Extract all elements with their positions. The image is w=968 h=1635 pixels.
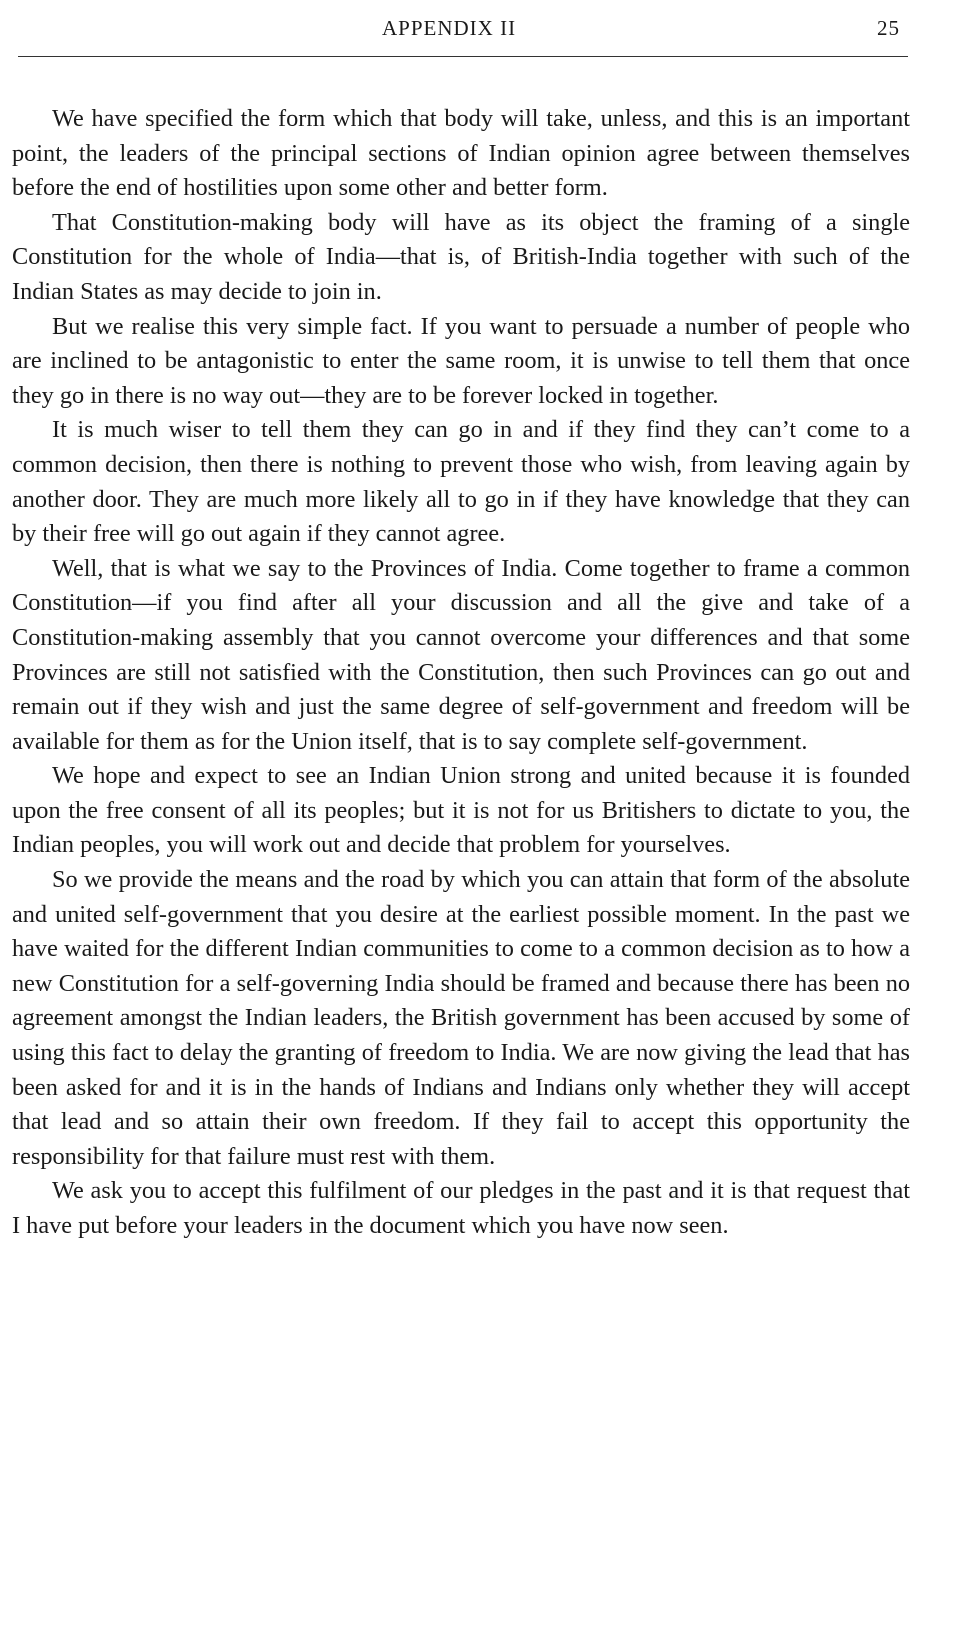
running-title: APPENDIX II (382, 16, 517, 40)
header-rule (18, 56, 908, 57)
paragraph: But we realise this very simple fact. If you want to persuade a number of people who are inclined to be antagonistic to enter the same room, it is unwise to tell them that once they go in there is no way out—they are to be forever locked in together. (12, 312, 910, 409)
paragraph: It is much wiser to tell them they can go in and if they find they can’t come to a common decision, then there is nothing to prevent those who wish, from leaving again by another door. They are much more likely all to go in if they have knowledge that they can by their free will go out again if they cannot agree. (12, 416, 910, 548)
paragraph: We ask you to accept this fulfilment of our pledges in the past and it is that request that I have put before your leaders in the document which you have now seen. (12, 1177, 910, 1239)
paragraph: That Constitution-making body will have as its object the framing of a single Constitution for the whole of India—that is, of British-India together with such of the Indian States as may decide to join in. (12, 208, 910, 305)
paragraph: Well, that is what we say to the Provinces of India. Come together to frame a common Constitution—if you find after all your discussion and all the give and take of a Constitution-making assembly that you cannot overcome your differences and that some Provinces are still not satisfied with the Constitution, then such Provinces can go out and remain out if they wish and just the same degree of self-government and freedom will be available for them as for the Union itself, that is to say complete self-government. (12, 554, 910, 755)
page-number: 25 (877, 16, 900, 40)
paragraph: So we provide the means and the road by which you can attain that form of the absolute and united self-government that you desire at the earliest possible moment. In the past we have waited for the different Indian communities to come to a common decision as to how a new Constitution for a self-governing India should be framed and because there has been no agreement amongst the Indian leaders, the British government has been accused by some of using this fact to delay the granting of freedom to India. We are now giving the lead that has been asked for and it is in the hands of Indians and Indians only whether they will accept that lead and so attain their own freedom. If they fail to accept this opportunity the responsibility for that failure must rest with them. (12, 866, 910, 1170)
body-text (12, 102, 910, 1244)
paragraph: We have specified the form which that body will take, unless, and this is an important point, the leaders of the principal sections of Indian opinion agree between themselves before the end of hostilities upon some other and better form. (12, 105, 910, 202)
running-head (18, 12, 908, 44)
paragraph: We hope and expect to see an Indian Union strong and united because it is founded upon the free consent of all its peoples; but it is not for us Britishers to dictate to you, the Indian peoples, you will work out and decide that problem for yourselves. (12, 762, 910, 859)
